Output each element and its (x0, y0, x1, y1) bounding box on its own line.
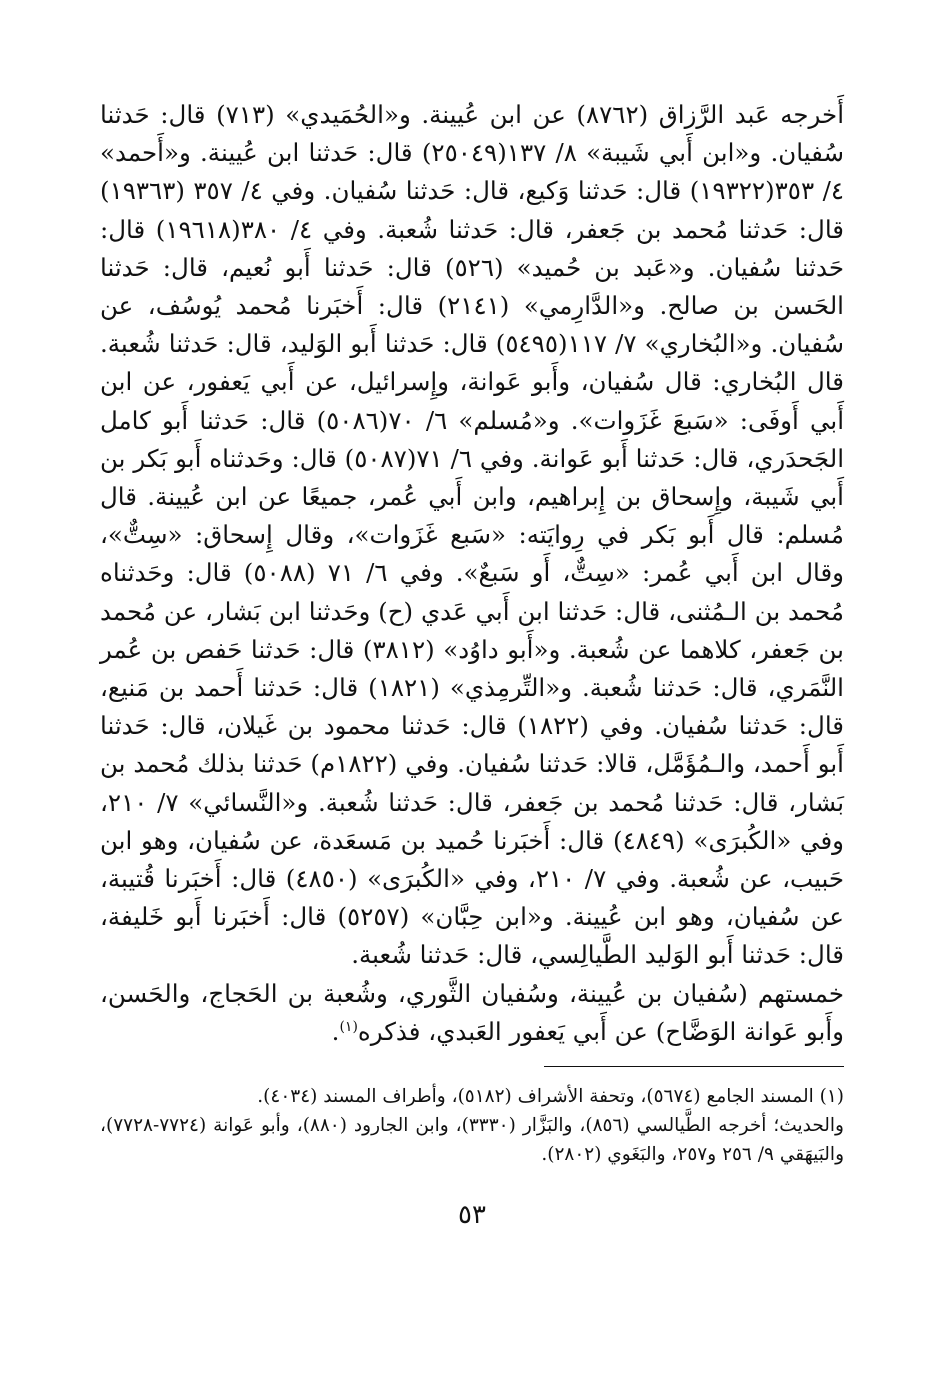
footnote-line-2: والحديث؛ أخرجه الطَّيالسي (٨٥٦)، والبَزَّار (٣٣٣٠)، وابن الجارود (٨٨٠)، وأبو عَوانة (٧٧٢٤-٧٧٢٨)، والبَيهَقي ٩/ ٢٥٦ و٢٥٧، والبَغَوي (٢٨٠٢). (100, 1115, 844, 1165)
footnote-line-1: (١) المسند الجامع (٥٦٧٤)، وتحفة الأشراف (٥١٨٢)، وأطراف المسند (٤٠٣٤). (257, 1086, 844, 1107)
footnote-reference: (١) (339, 1018, 358, 1035)
main-text (100, 96, 844, 1051)
paragraph-2-end: . (331, 1016, 340, 1046)
paragraph-2-text: خمستهم (سُفيان بن عُيينة، وسُفيان الثَّوري، وشُعبة بن الحَجاج، والحَسن، وأَبو عَوانة الوَضَّاح) عن أَبي يَعفور العَبدي، فذكره (100, 978, 844, 1046)
page-number: ٥٣ (458, 1200, 486, 1230)
paragraph-1: أَخرجه عَبد الرَّزاق (٨٧٦٢) عن ابن عُيينة. و«الحُمَيدي» (٧١٣) قال: حَدثنا سُفيان. و«ابن أَبي شَيبة» ٨/ ١٣٧(٢٥٠٤٩) قال: حَدثنا ابن عُيينة. و«أَحمد» ٤/ ٣٥٣(١٩٣٢٢) قال: حَدثنا وَكيع، قال: حَدثنا سُفيان. وفي ٤/ ٣٥٧ (١٩٣٦٣) قال: حَدثنا مُحمد بن جَعفر، قال: حَدثنا شُعبة. وفي ٤/ ٣٨٠(١٩٦١٨) قال: حَدثنا سُفيان. و«عَبد بن حُميد» (٥٢٦) قال: حَدثنا أَبو نُعيم، قال: حَدثنا الحَسن بن صالح. و«الدَّارِمي» (٢١٤١) قال: أَخبَرنا مُحمد يُوسُف، عن سُفيان. و«البُخاري» ٧/ ١١٧(٥٤٩٥) قال: حَدثنا أَبو الوَليد، قال: حَدثنا شُعبة. قال البُخاري: قال سُفيان، وأَبو عَوانة، وإِسرائيل، عن أَبي يَعفور، عن ابن أَبي أَوفَى: «سَبعَ غَزَوات». و«مُسلم» ٦/ ٧٠(٥٠٨٦) قال: حَدثنا أَبو كامل الجَحدَري، قال: حَدثنا أَبو عَوانة. وفي ٦/ ٧١(٥٠٨٧) قال: وحَدثناه أَبو بَكر بن أَبي شَيبة، وإِسحاق بن إِبراهيم، وابن أَبي عُمر، جميعًا عن ابن عُيينة. قال مُسلم: قال أَبو بَكر في رِوايَته: «سَبع غَزَوات»، وقال إِسحاق: «سِتٌّ»، وقال ابن أَبي عُمر: «سِتٌّ، أَو سَبعٌ». وفي ٦/ ٧١ (٥٠٨٨) قال: وحَدثناه مُحمد بن الـمُثنى، قال: حَدثنا ابن أَبي عَدي (ح) وحَدثنا ابن بَشار، عن مُحمد بن جَعفر، كلاهما عن شُعبة. و«أَبو داوُد» (٣٨١٢) قال: حَدثنا حَفص بن عُمر النَّمَري، قال: حَدثنا شُعبة. و«التِّرمِذي» (١٨٢١) قال: حَدثنا أَحمد بن مَنيع، قال: حَدثنا سُفيان. وفي (١٨٢٢) قال: حَدثنا محمود بن غَيلان، قال: حَدثنا أَبو أَحمد، والـمُؤَمَّل، قالا: حَدثنا سُفيان. وفي (١٨٢٢م) حَدثنا بذلك مُحمد بن بَشار، قال: حَدثنا مُحمد بن جَعفر، قال: حَدثنا شُعبة. و«النَّسائي» ٧/ ٢١٠، وفي «الكُبرَى» (٤٨٤٩) قال: أَخبَرنا حُميد بن مَسعَدة، عن سُفيان، وهو ابن حَبيب، عن شُعبة. وفي ٧/ ٢١٠، وفي «الكُبرَى» (٤٨٥٠) قال: أَخبَرنا قُتيبة، عن سُفيان، وهو ابن عُيينة. و«ابن حِبَّان» (٥٢٥٧) قال: أَخبَرنا أَبو خَليفة، قال: حَدثنا أَبو الوَليد الطَّيالِسي، قال: حَدثنا شُعبة. (100, 100, 845, 970)
footnotes (100, 1082, 844, 1169)
paragraph-2 (100, 975, 844, 1051)
book-page (100, 96, 844, 1346)
footnote-separator (544, 1066, 844, 1067)
